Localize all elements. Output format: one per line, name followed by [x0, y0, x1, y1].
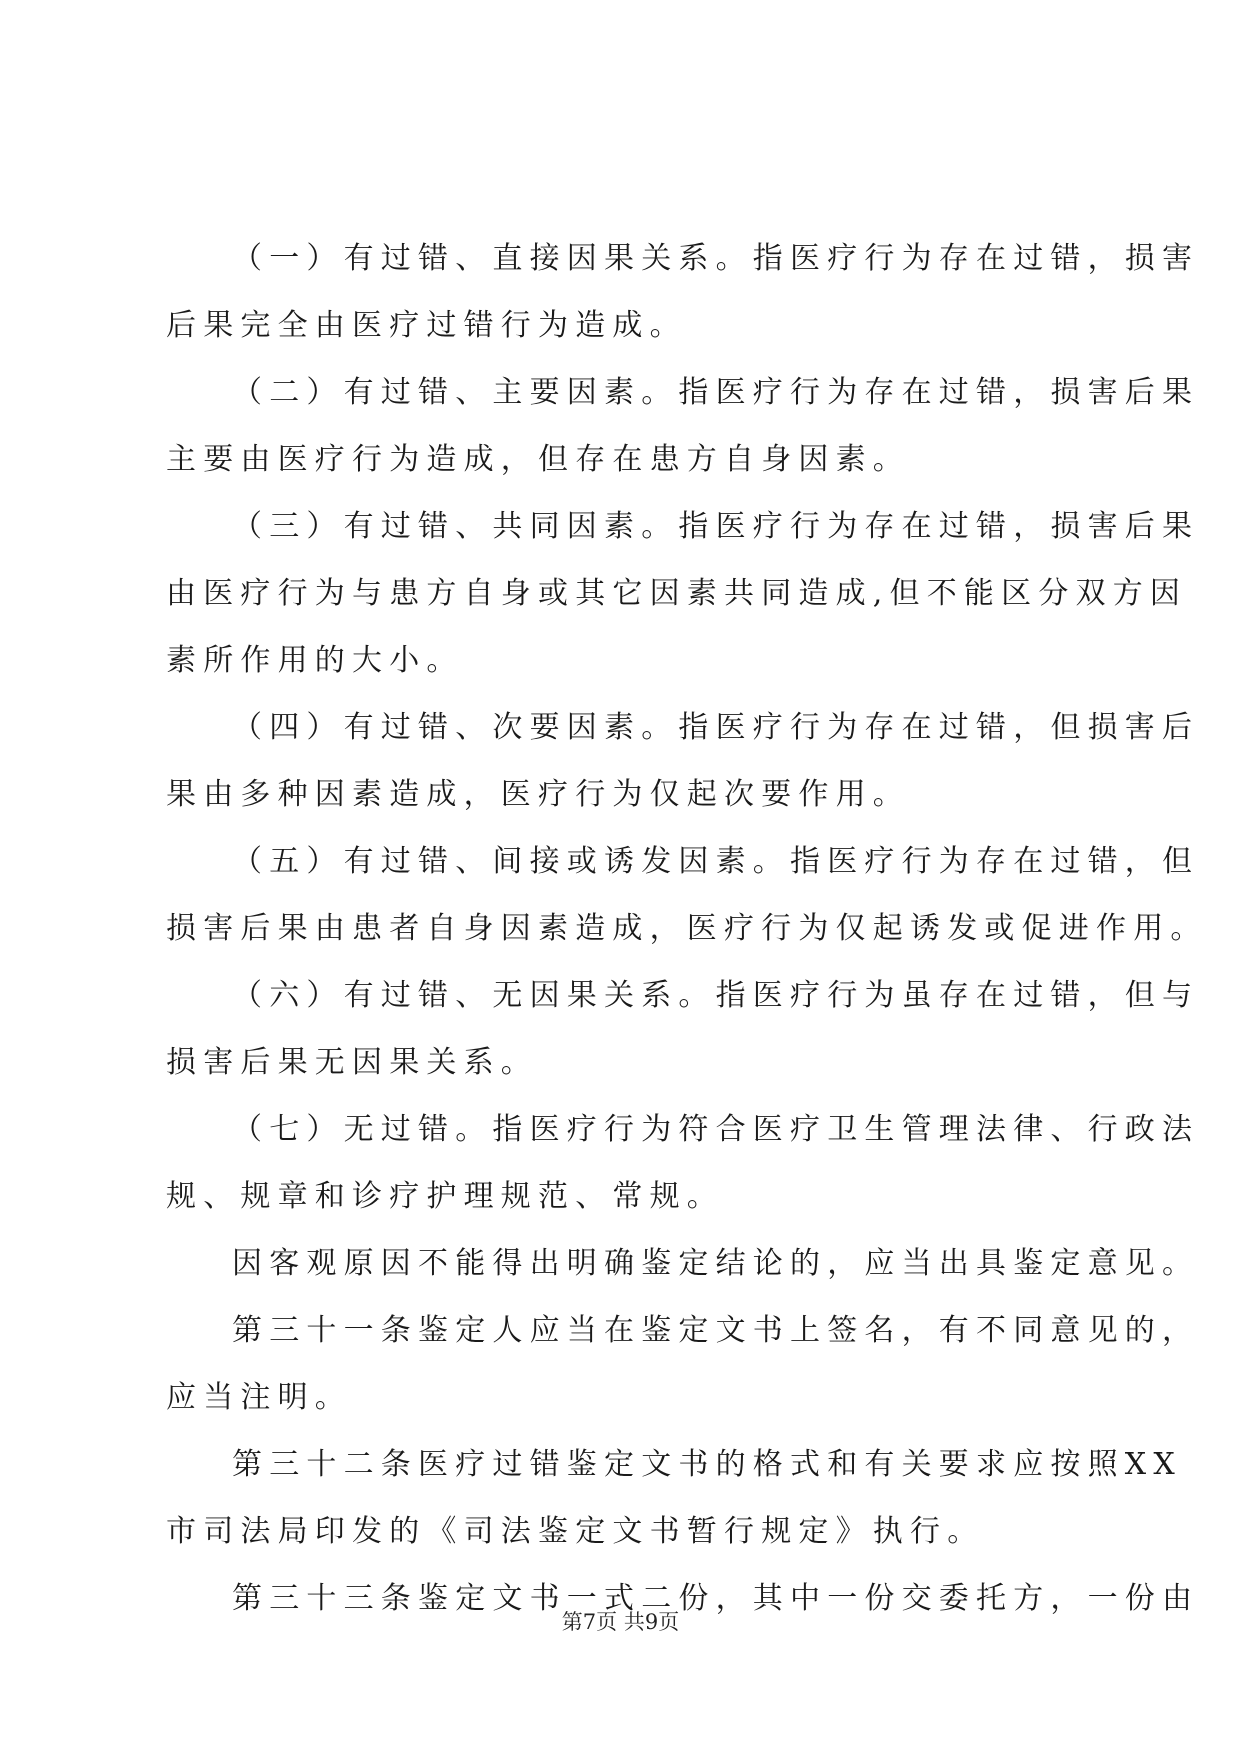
- text-line: 因客观原因不能得出明确鉴定结论的，应当出具鉴定意见。: [232, 1246, 1200, 1281]
- text-line: （一）有过错、直接因果关系。指医疗行为存在过错，损害: [232, 241, 1200, 276]
- text-line: 第三十二条医疗过错鉴定文书的格式和有关要求应按照XX: [232, 1447, 1182, 1482]
- text-line: 果由多种因素造成，医疗行为仅起次要作用。: [166, 777, 910, 812]
- text-line: 第三十一条鉴定人应当在鉴定文书上签名，有不同意见的，: [232, 1313, 1200, 1348]
- text-line: （四）有过错、次要因素。指医疗行为存在过错，但损害后: [232, 710, 1200, 745]
- text-line: 第三十三条鉴定文书一式二份，其中一份交委托方，一份由: [232, 1581, 1200, 1616]
- text-line: （三）有过错、共同因素。指医疗行为存在过错，损害后果: [232, 509, 1200, 544]
- text-line: 应当注明。: [166, 1380, 352, 1415]
- text-line: （六）有过错、无因果关系。指医疗行为虽存在过错，但与: [232, 978, 1200, 1013]
- text-line: （七）无过错。指医疗行为符合医疗卫生管理法律、行政法: [232, 1112, 1200, 1147]
- text-line: 素所作用的大小。: [166, 643, 464, 678]
- text-line: 规、规章和诊疗护理规范、常规。: [166, 1179, 724, 1214]
- text-line: 主要由医疗行为造成，但存在患方自身因素。: [166, 442, 910, 477]
- text-line: （五）有过错、间接或诱发因素。指医疗行为存在过错，但: [232, 844, 1200, 879]
- page-footer: 第7页 共9页: [561, 1610, 680, 1634]
- text-line: 损害后果无因果关系。: [166, 1045, 538, 1080]
- text-line: 由医疗行为与患方自身或其它因素共同造成,但不能区分双方因: [166, 576, 1188, 611]
- text-line: （二）有过错、主要因素。指医疗行为存在过错，损害后果: [232, 375, 1200, 410]
- text-line: 损害后果由患者自身因素造成，医疗行为仅起诱发或促进作用。: [166, 911, 1208, 946]
- text-line: 后果完全由医疗过错行为造成。: [166, 308, 687, 343]
- text-line: 市司法局印发的《司法鉴定文书暂行规定》执行。: [166, 1514, 985, 1549]
